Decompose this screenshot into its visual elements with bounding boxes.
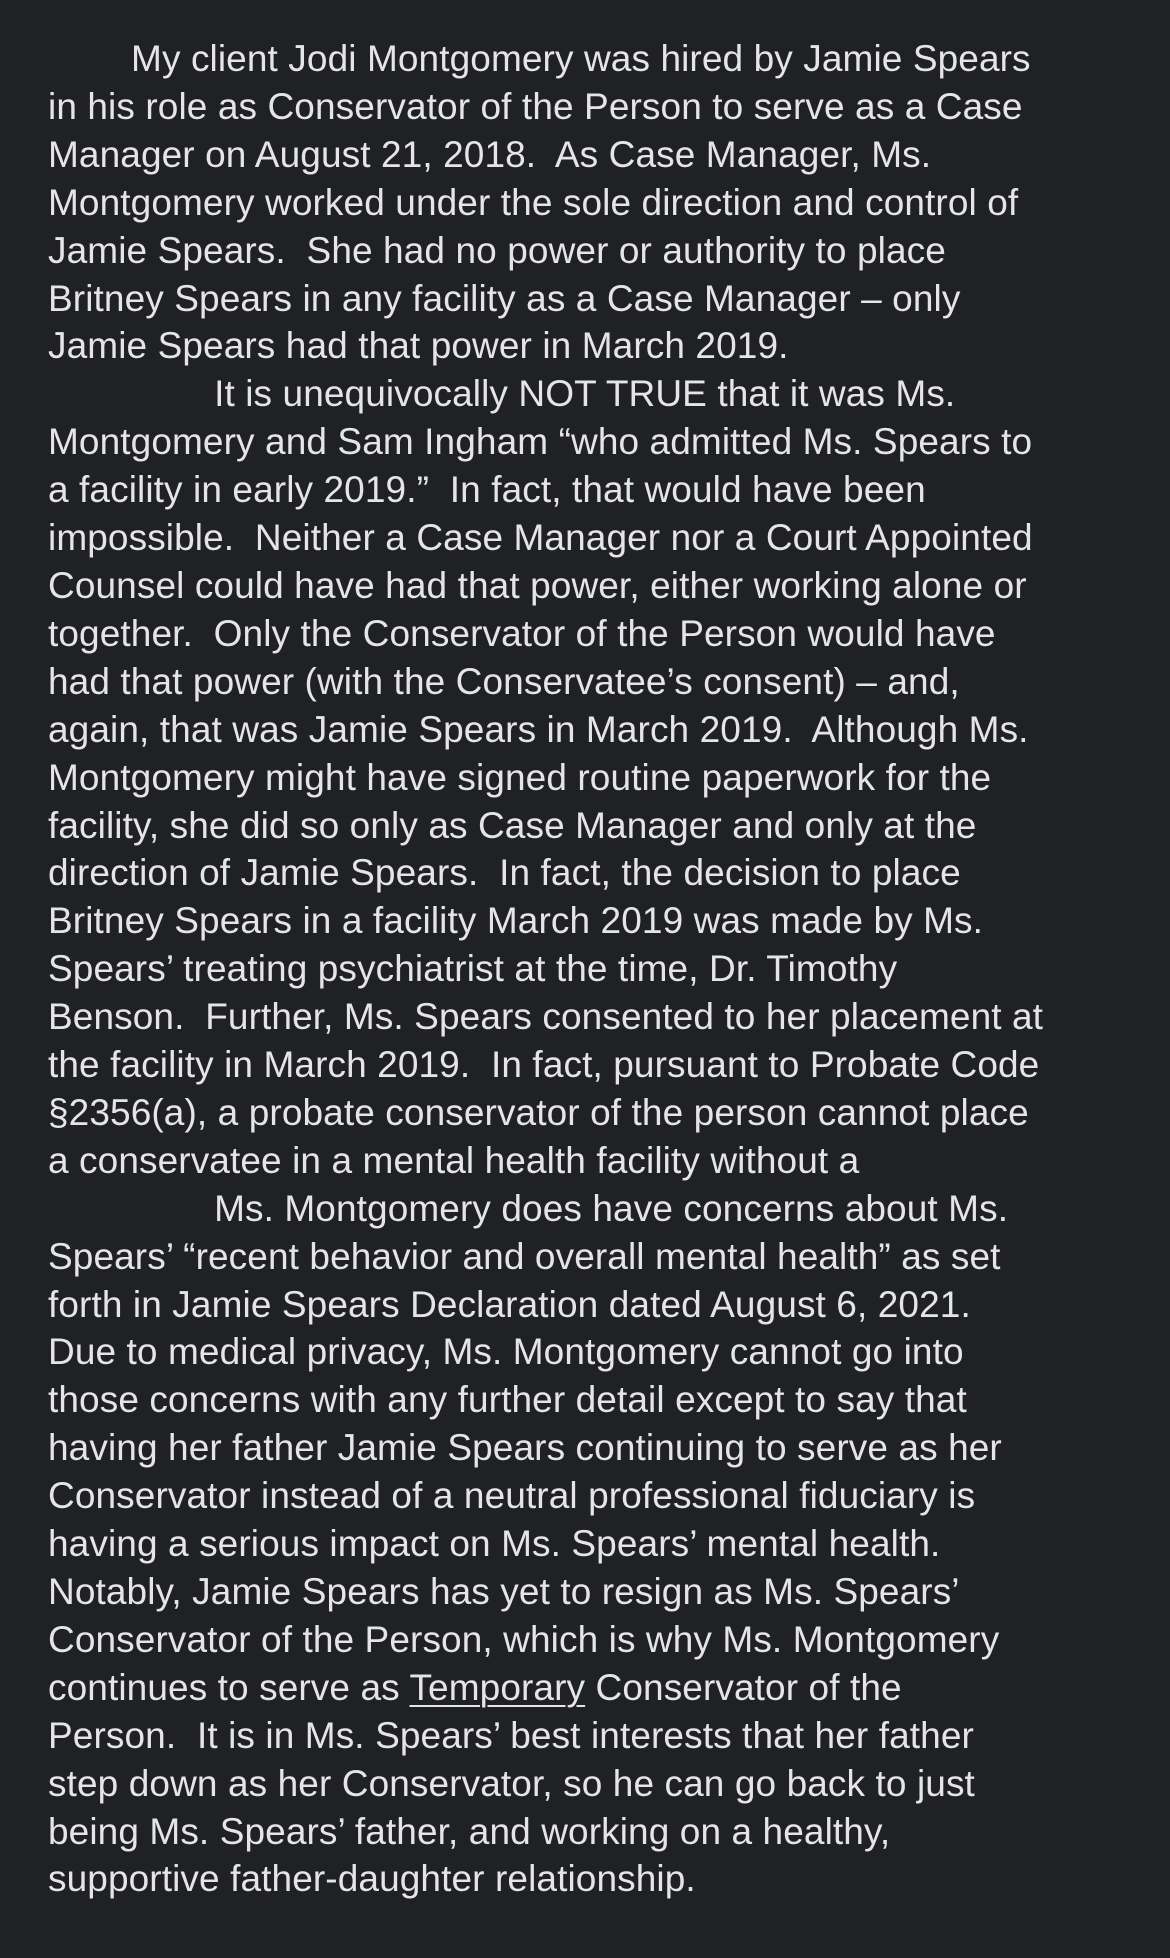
text-line: again, that was Jamie Spears in March 2019. Although Ms. xyxy=(48,708,1029,750)
text-line: Benson. Further, Ms. Spears consented to her placement at xyxy=(48,996,1044,1038)
text-line: Due to medical privacy, Ms. Montgomery cannot go into xyxy=(48,1331,964,1373)
text-line: Person. It is in Ms. Spears’ best interests that her father xyxy=(48,1714,974,1756)
text-line: having a serious impact on Ms. Spears’ mental health. xyxy=(48,1523,941,1565)
text-line: step down as her Conservator, so he can go back to just xyxy=(48,1762,975,1804)
text-line: Britney Spears in any facility as a Case Manager – only xyxy=(48,277,961,319)
paragraph-facility-admission xyxy=(48,370,1158,1184)
text-line: Conservator instead of a neutral professional fiduciary is xyxy=(48,1475,976,1517)
text-line-with-underline xyxy=(48,1664,1158,1712)
text-line: Spears’ treating psychiatrist at the time, Dr. Timothy xyxy=(48,948,898,990)
paragraph-case-manager-role xyxy=(48,35,1158,370)
text-line: Notably, Jamie Spears has yet to resign as Ms. Spears’ xyxy=(48,1571,960,1612)
text-line: direction of Jamie Spears. In fact, the decision to place xyxy=(48,852,961,894)
underlined-word-temporary: Temporary xyxy=(409,1666,586,1708)
text-segment: continues to serve as xyxy=(48,1666,410,1708)
document-body xyxy=(48,35,1158,1903)
text-line: had that power (with the Conservatee’s consent) – and, xyxy=(48,660,960,702)
text-line: the facility in March 2019. In fact, pursuant to Probate Code xyxy=(48,1044,1040,1086)
text-line: Jamie Spears had that power in March 2019. xyxy=(48,325,789,367)
text-line: Counsel could have had that power, either working alone or xyxy=(48,564,1027,606)
text-line: a conservatee in a mental health facility without a xyxy=(48,1139,860,1181)
text-line: in his role as Conservator of the Person to serve as a Case xyxy=(48,85,1023,127)
text-line: Britney Spears in a facility March 2019 was made by Ms. xyxy=(48,900,983,942)
text-line: Montgomery and Sam Ingham “who admitted Ms. Spears to xyxy=(48,421,1033,463)
text-line: §2356(a), a probate conservator of the person cannot place xyxy=(48,1091,1029,1133)
text-line: Conservator of the Person, which is why Ms. Montgomery xyxy=(48,1618,1000,1660)
text-line: My client Jodi Montgomery was hired by Jamie Spears xyxy=(48,38,1031,79)
text-line: having her father Jamie Spears continuing to serve as her xyxy=(48,1427,1002,1469)
text-line: supportive father-daughter relationship. xyxy=(48,1858,696,1900)
text-line: It is unequivocally NOT TRUE that it was Ms. xyxy=(48,373,956,415)
text-line: Montgomery worked under the sole direction and control of xyxy=(48,181,1019,223)
text-line: a facility in early 2019.” In fact, that would have been xyxy=(48,469,926,511)
text-line: Manager on August 21, 2018. As Case Manager, Ms. xyxy=(48,133,932,175)
text-line: Ms. Montgomery does have concerns about Ms. xyxy=(48,1187,1009,1229)
text-line: facility, she did so only as Case Manager and only at the xyxy=(48,804,977,846)
text-line: Jamie Spears. She had no power or authority to place xyxy=(48,229,946,271)
text-line: those concerns with any further detail except to say that xyxy=(48,1379,967,1421)
text-line: forth in Jamie Spears Declaration dated August 6, 2021. xyxy=(48,1283,971,1325)
text-line: together. Only the Conservator of the Person would have xyxy=(48,612,996,654)
text-segment: Conservator of the xyxy=(585,1666,902,1708)
text-line: Spears’ “recent behavior and overall mental health” as set xyxy=(48,1235,1001,1277)
text-line: impossible. Neither a Case Manager nor a Court Appointed xyxy=(48,517,1033,559)
text-line: Montgomery might have signed routine paperwork for the xyxy=(48,756,992,798)
paragraph-mental-health-concerns xyxy=(48,1185,1158,1904)
text-line: being Ms. Spears’ father, and working on a healthy, xyxy=(48,1810,891,1852)
